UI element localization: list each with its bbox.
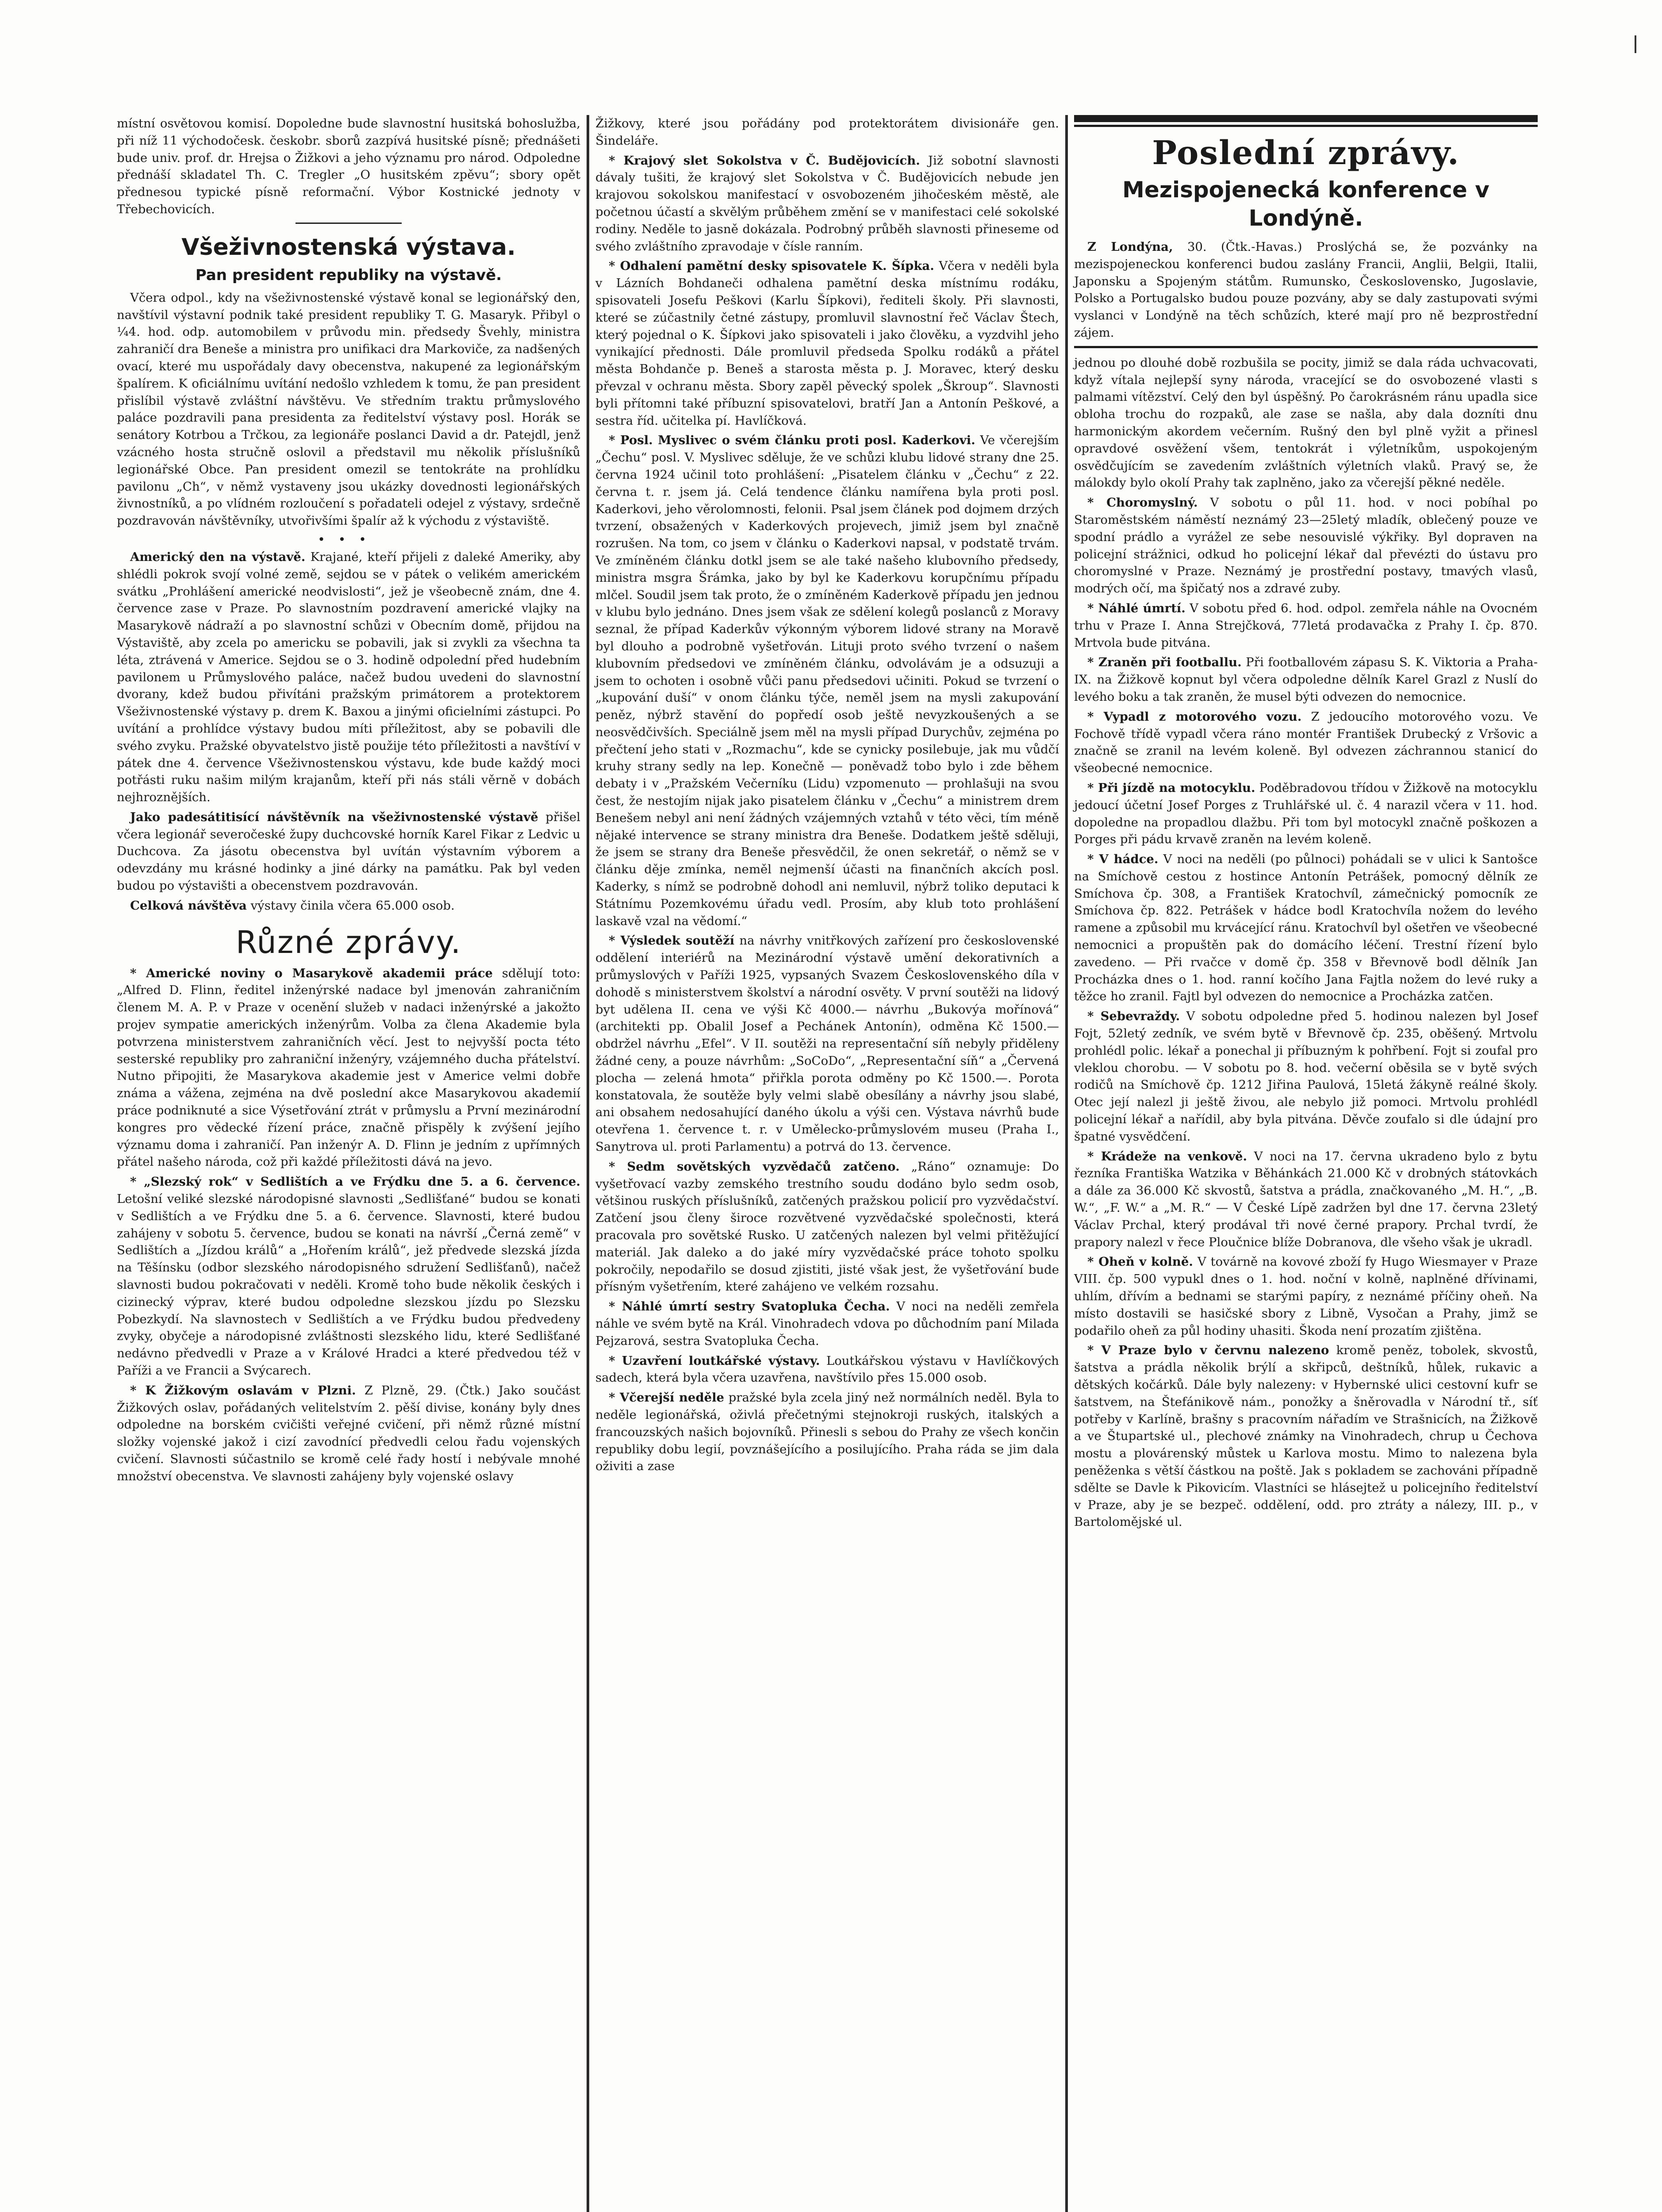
column-3 xyxy=(1068,115,1544,2212)
article-spies: * Sedm sovětských vyzvědačů zatčeno. „Ráno“ oznamuje: Do vyšetřovací vazby zemského trestního soudu dodáno bylo sedm osob, většinou ruských příslušníků, zatčených pražskou policií pro vyzvědačství. Zatčení jsou členy široce rozvětvené vyzvědačské společnosti, která pracovala pro sovětské Rusko. U zatčených nalezen byl velmi přitěžující materiál. Jak daleko a do jaké míry vyzvědačské práce tohoto spolku pokročily, nepodařilo se dosud zjistiti, jisté však jest, že vyšetřování bude přísným vyšetřením, které zahájeno ve velkém rozsahu. xyxy=(595,1159,1059,1294)
article-attendance xyxy=(117,897,580,914)
article-american-day xyxy=(117,549,580,806)
article-quarrel: * V hádce. V noci na neděli (po půlnoci) pohádali se v ulici k Santošce na Smíchově cestou z hostince Antonín Petrášek, pomocný dělník ze Smíchova čp. 308, a František Kratochvíl, zámečnický pomocník ze Smíchova čp. 822. Petrášek v hádce bodl Kratochvíla nožem do levého ramene a způsobil mu krvácející ránu. Kratochvíl byl ošetřen ve všeobecné nemocnici a propuštěn pak do domácího léčení. Trestní řízení bylo zavedeno. — Při rvačce v domě čp. 358 v Břevnově bodl dělník Jan Procházka dnes o 1. hod. ranní kočího Jana Fajtla nožem do levé ruky a těžce ho zranil. Fajtl byl odvezen do nemocnice a Procházka zatčen. xyxy=(1074,852,1538,1004)
article-body: Letošní veliké slezské národopisné slavnosti „Sedlišťané“ budou se konati v Sedlištích a ve Frýdku dne 5. a 6. července. Slavnosti, které budou zahájeny v sobotu 5. července, budou se konati na návrší „Černá země“ v Sedlištích a „Jízdou králů“ a „Hořením králů“, jež předvede slezská jízda na Těšínsku (odbor slezského národopisného sdružení Sedlišťanů), načež slavnosti budou pokračovati v neděli. Kromě toho bude několik českých i cizinecký výprav, které budou odpoledne slezskou jízdu po Slezsku Pobezkydí. Na slavnostech v Sedlištích a ve Frýdku budou předvedeny zvyky, obyčeje a národopisné zvláštnosti slezského lidu, které Sedlišťané nedávno předvedli v Praze a v Králové Hradci a které předvedou též v Paříži a ve Francii a Svýcarech. xyxy=(117,1192,580,1378)
article-head: Krajový slet Sokolstva v Č. Budějovicích. xyxy=(623,153,920,168)
article-body: kromě peněz, tobolek, skvostů, šatstva a prádla několik brýlí a skřipců, deštníků, hůlek, rukavic a dětských kočárků. Dále byly nalezeny: v Hybernské ulici cestovní kufr se šatstvem, na Štefánikově nám., ponožky a šněrovadla v Národní tř., síť potřeby v Karlíně, brašny s pracovním nářadím ve Strašnicích, na Žižkově a ve Štupartské ul., plechové známky na Vinohradech, chrup u Čechova mostu a plovárenský můstek u Karlova mostu. Mimo to nalezena byla peněženka s větší částkou na poště. Jak s pokladem se zachováni případně sdělte se Davle k Pikovicím. Vlastníci se hlásejtež u policejního ředitelství v Praze, aby je se bezpeč. oddělení, odd. pro ztráty a nálezy, III. p., v Bartolomějské ul. xyxy=(1074,1343,1538,1529)
article-head: „Slezský rok“ v Sedlištích a ve Frýdku dne 5. a 6. července. xyxy=(144,1175,580,1189)
article-body: přišel včera legionář severočeské župy duchcovské horník Karel Fikar z Ledvic u Duchcova. Za jásotu obecenstva byl uvítán výstavním výborem a odevzdány mu krásné hodinky a jiné dárky na památku. Pak byl veden budou po výstavišti a obecenstvem pozdravován. xyxy=(117,810,581,893)
article-body: „Ráno“ oznamuje: Do vyšetřovací vazby zemského trestního soudu dodáno bylo sedm osob, většinou ruských příslušníků, zatčených pražskou policií pro vyzvědačství. Zatčení jsou členy široce rozvětvené vyzvědačské společnosti, která pracovala pro sovětské Rusko. U zatčených nalezen byl velmi přitěžující materiál. Jak daleko a do jaké míry vyzvědačské práce tohoto spolku pokročily, nepodařilo se dosud zjistiti, jisté však jest, že vyšetřování bude přísným vyšetřením, které zahájeno ve velkém rozsahu. xyxy=(595,1159,1059,1294)
intro-paragraph: místní osvětovou komisí. Dopoledne bude slavnostní husitská bohoslužba, při níž 11 východočesk. českobr. sborů zazpívá husitské písně; přednášeti bude univ. prof. dr. Hrejsa o Žižkovi a jeho významu pro národ. Odpoledne přednáší skladatel Th. C. Tregler „O husitském zpěvu“; sbory opět přednesou typické písně reformační. Výbor Kostnické jednoty v Třebechovicích. xyxy=(117,116,580,216)
article-head: Z Londýna, xyxy=(1087,240,1173,254)
article-newspapers: * Americké noviny o Masarykově akademii práce sdělují toto: „Alfred D. Flinn, ředitel inženýrské nadace byl jmenován zahraničním členem M. A. P. v Praze v ocenění služeb v nadaci inženýrské a jakožto projev sympatie amerických inženýrům. Volba za člena Akademie byla potvrzena ministerstvem zahraničních věcí. Jest to nejvyšší pocta této sesterské republiky pro zahraniční inženýry, vzájemného ducha přátelství. Nutno připojiti, že Masarykova akademie jest v Americe velmi dobře známa a vážena, zejména na dvě poslední akce Masarykovou akademií práce podniknuté a sice Výsetřování ztrát v průmyslu a První mezinárodní kongres pro vědecké řízení práce, značně přispěly k zvýšení jejího významu doma i zahraničí. Pan inženýr A. D. Flinn je jedním z upřímných přátel našeho národa, což při každé příležitosti dává na jevo. xyxy=(117,966,580,1169)
article-head: Krádeže na venkově. xyxy=(1101,1149,1247,1164)
article-london xyxy=(1074,238,1538,342)
article-insane: * Choromyslný. V sobotu o půl 11. hod. v noci pobíhal po Staroměstském náměstí neznámý 23—25letý mladík, oblečený pouze ve spodní prádlo a vyrážel ze sebe nesouvislé výkřiky. Byl dopraven na policejní strážnici, odkud ho policejní lékař dal převézti do ústavu pro choromyslné v Praze. Neznámý je prostřední postavy, tmavých vlasů, modrých očí, ma špičatý nos a zdravé zuby. xyxy=(1074,495,1538,596)
article-competition: * Výsledek soutěží na návrhy vnitřkových zařízení pro československé oddělení interiérů na Mezinárodní výstavě umění dekorativních a průmyslových v Paříži 1925, vypsaných Svazem Československého díla v dohodě s ministerstvem školství a národní osvěty. V první soutěži na lidový byt udělena II. cena ve výši Kč 4000.— návrhu „Bukovýa mořínová“ (architekti pp. Obalil Josef a Pechánek Antonín), odměna Kč 1500.— obdržel návrhu „Efel“. V II. soutěži na representační síň nebyly přiděleny žádné ceny, a pouze návrhům: „SoCoDo“, „Representační síň“ a „Červená plocha — zelená hmota“ přiřkla porota odměny po Kč 1500.—. Porota konstatovala, že soutěže byly velmi slabě obesílány a návrhy jsou slabé, ani obsahem nedosahující daného úkolu a výši cen. Výstava návrhů bude otevřena 1. července t. r. v Umělecko-průmyslovém museu (Praha I., Sanytrova ul. proti Parlamentu) a potrvá do 13. července. xyxy=(595,933,1059,1154)
article-president-visit: Včera odpol., kdy na všeživnostenské výstavě konal se legionářský den, navštívil výstavní podnik také president republiky T. G. Masaryk. Přibyl o ¼4. hod. odp. automobilem v průvodu min. předsedy Švehly, ministra zahraničí dra Beneše a ministra pro unifikaci dra Markoviče, za nadšených ovací, které mu uspořádaly davy obecenstva, nakupené za legionářským špalírem. K oficiálnímu uvítání nedošlo vzhledem k tomu, že pan president přislíbil výstavě zvláštní návštěvu. Ve středním traktu průmyslového paláce pozdravili pana presidenta za ředitelství výstavy posl. Horák se senátory Kotrbou a Trčkou, za legionáře poslanci David a dr. Patejdl, jenž vzácného hosta stručně oslovil a představil mu několik příslušníků legionářské Obce. Pan president omezil se tentokráte na prohlídku pavilonu „Ch“, v němž vystaveny jsou ukázky dovednosti legionářských živnostníků, a po vlídném rozloučení s pořadateli odejel z výstavy, srdečně pozdravován návštěvníky, utvořivšími špalír až k východu z výstaviště. xyxy=(117,290,580,528)
article-head: Včerejší neděle xyxy=(619,1390,725,1405)
article-myslivec: * Posl. Myslivec o svém článku proti posl. Kaderkovi. Ve včerejším „Čechu“ posl. V. Myslivec sděluje, že ve schůzi klubu lidové strany dne 25. června 1924 učinil toto prohlášení: „Pisatelem článku v „Čechu“ z 22. června t. r. jsem já. Celá tendence článku namířena byla proti posl. Kaderkovi, jeho věrolomnosti, felonii. Psal jsem článek pod dojmem drzých tvrzení, obsažených v Kaderkových projevech, jimiž jsem byl značně rozrušen. Na tom, co jsem v článku o Kaderkovi napsal, v podstatě trvám. Ve zmíněném článku dotkl jsem se ale také našeho klubovního předsedy, ministra msgra Šrámka, jako by byl ke Kaderkovu korupčnímu případu mlčel. Soudil jsem tak proto, že o zmíněném Kaderkově případu jen jednou v klubu bylo jednáno. Dnes jsem však ze sdělení kolegů poslanců z Moravy seznal, že případ Kaderkův výkonným výborem lidové strany na Moravě byl dlouho a podrobně vyšetřován. Lituji proto svého tvrzení o našem klubovním předsedovi ve zmíněném článku, odvolávám je a odsuzuji a jsem to ochoten i osobně vůči panu předsedovi učiniti. Pokud se tvrzení o „kupování duší“ v onom článku týče, neměl jsem na mysli zakupování peněz, nýbrž stavění do popředí osob ještě nevyzkoušených a se neosvědčivších. Speciálně jsem měl na mysli případ Durychův, zejména po přečtení jeho stati v „Rozmachu“, kde se cynicky posilebuje, jak mu vůdčí kruhy strany sedly na lep. Konečně — poněvadž tobo bylo i zde během debaty i v „Pražském Večerníku (Lidu) vzpomenuto — prohlašuji na svou čest, že nestojím nijak jako pisatelem článku v „Čechu“ a ministrem drem Benešem nebyl ani není žádných vzájemných vztahů v této věci, tím méně nějaké intervence se strany ministra dra Beneše. Dodatkem ještě sděluji, že jsem se strany dra Beneše přesvědčil, že onen sekretář, o němž se v článku děje zmínka, neměl nejmenší účasti na finančních akcích posl. Kaderky, s nímž se podrobně dohodl ani nemluvil, nýbrž toliko deputaci k Státnímu Pozemkovému úřadu vedl. Prosím, aby klub toto prohlášení laskavě vzal na vědomí.“ xyxy=(595,433,1059,928)
article-body: Již sobotní slavnosti dávaly tušiti, že krajový slet Sokolstva v Č. Budějovicích nebude jen krajovou sokolskou manifestací v osvobozeném jihočeském městě, ale početnou účastí a skvělým průběhem změní se v manifestaci celé sokolské rodiny. Neděle to jasně dokázala. Podrobný průběh slavnosti přineseme od svého zvláštního zpravodaje v čísle ranním. xyxy=(595,153,1059,253)
article-head: Jako padesátitisící návštěvník na všeživnostenské výstavě xyxy=(130,810,538,824)
columns xyxy=(111,115,1584,2212)
article-cech-death: * Náhlé úmrtí sestry Svatopluka Čecha. V noci na neděli zemřela náhle ve svém bytě na Král. Vinohradech vdova po důchodním paní Milada Pejzarová, sestra Svatopluka Čecha. xyxy=(595,1299,1059,1348)
separator-dots: ••• xyxy=(318,532,380,547)
article-head: Americký den na výstavě. xyxy=(130,549,306,564)
article-body: V noci na neděli zemřela náhle ve svém bytě na Král. Vinohradech vdova po důchodním paní Milada Pejzarová, sestra Svatopluka Čecha. xyxy=(595,1299,1059,1348)
article-body: V továrně na kovové zboží fy Hugo Wiesmayer v Praze VIII. čp. 500 vypukl dnes o 1. hod. noční v kolně, naplněné dřívinami, uhlím, dřívím a bednami se starými papíry, z neznámé příčiny oheň. Na místo dostavili se hasičské sbory z Libně, Vysočan a Prahy, jimž se podařilo oheň za půl hodiny uhasiti. Škoda není prozatím zjištěna. xyxy=(1074,1255,1538,1338)
latest-news-title: Poslední zprávy. xyxy=(1152,134,1460,172)
banner-bottom-bar xyxy=(1074,346,1538,348)
column-1 xyxy=(111,115,587,2212)
article-head: Oheň v kolně. xyxy=(1098,1255,1193,1269)
article-head: Choromyslný. xyxy=(1106,495,1198,510)
article-head: Odhalení pamětní desky spisovatele K. Šípka. xyxy=(620,259,934,273)
section-title-ruzne: Různé zprávy. xyxy=(235,924,462,960)
article-head: Při jízdě na motocyklu. xyxy=(1098,780,1255,795)
article-body: Ve včerejším „Čechu“ posl. V. Myslivec sděluje, že ve schůzi klubu lidové strany dne 25. června 1924 učinil toto prohlášení: „Pisatelem článku v „Čechu“ z 22. června t. r. jsem já. Celá tendence článku namířena byla proti posl. Kaderkovi, jeho věrolomnosti, felonii. Psal jsem článek pod dojmem drzých tvrzení, obsažených v Kaderkových projevech, jimiž jsem byl značně rozrušen. Na tom, co jsem v článku o Kaderkovi napsal, v podstatě trvám. Ve zmíněném článku dotkl jsem se ale také našeho klubovního předsedy, ministra msgra Šrámka, jako by byl ke Kaderkovu korupčnímu případu mlčel. Soudil jsem tak proto, že o zmíněném Kaderkově případu jen jednou v klubu bylo jednáno. Dnes jsem však ze sdělení kolegů poslanců z Moravy seznal, že případ Kaderkův výkonným výborem lidové strany na Moravě byl dlouho a podrobně vyšetřován. Lituji proto svého tvrzení o našem klubovním předsedovi ve zmíněném článku, odvolávám je a odsuzuji a jsem to ochoten i osobně vůči panu předsedovi učiniti. Pokud se tvrzení o „kupování duší“ v onom článku týče, neměl jsem na mysli zakupování peněz, nýbrž stavění do popředí osob ještě nevyzkoušených a se neosvědčivších. Speciálně jsem měl na mysli případ Durychův, zejména po přečtení jeho stati v „Rozmachu“, kde se cynicky posilebuje, jak mu vůdčí kruhy strany sedly na lep. Konečně — poněvadž tobo bylo i zde během debaty i v „Pražském Večerníku (Lidu) vzpomenuto — prohlašuji na svou čest, že nestojím nijak jako pisatelem článku v „Čechu“ a ministrem drem Benešem nebyl ani není žádných vzájemných vztahů v této věci, tím méně nějaké intervence se strany ministra dra Beneše. Dodatkem ještě sděluji, že jsem se strany dra Beneše přesvědčil, že onen sekretář, o němž se v článku děje zmínka, neměl nejmenší účasti na finančních akcích posl. Kaderky, s nímž se podrobně dohodl ani nemluvil, nýbrž toliko deputaci k Státnímu Pozemkovému úřadu vedl. Prosím, aby klub toto prohlášení laskavě vzal na vědomí.“ xyxy=(595,433,1059,928)
edge-mark xyxy=(1635,35,1636,53)
article-body: Při footballovém zápasu S. K. Viktoria a Praha-IX. na Žižkově kopnut byl včera odpoledne dělník Karel Grazl z Nuslí do levého boku a tak zraněn, že musel býti odvezen do nemocnice. xyxy=(1074,655,1538,704)
article-head: Náhlé úmrtí sestry Svatopluka Čecha. xyxy=(622,1299,890,1314)
article-sokol: * Krajový slet Sokolstva v Č. Budějovicích. Již sobotní slavnosti dávaly tušiti, že krajový slet Sokolstva v Č. Budějovicích nebude jen krajovou sokolskou manifestací v osvobozeném jihočeském městě, ale početnou účastí a skvělým průběhem změní se v manifestaci celé sokolské rodiny. Neděle to jasně dokázala. Podrobný průběh slavnosti přineseme od svého zvláštního zpravodaje v čísle ranním. xyxy=(595,153,1059,253)
article-puppet: * Uzavření loutkářské výstavy. Loutkářskou výstavu v Havlíčkových sadech, která byla včera uzavřena, navštívilo přes 15.000 osob. xyxy=(595,1353,1059,1385)
article-silesian-year: * „Slezský rok“ v Sedlištích a ve Frýdku dne 5. a 6. července. Letošní veliké slezské národopisné slavnosti „Sedlišťané“ budou se konati v Sedlištích a ve Frýdku dne 5. a 6. července. Slavnosti, které budou zahájeny v sobotu 5. července, budou se konati na návrší „Černá země“ v Sedlištích a „Jízdou králů“ a „Hořením králů“, jež předvede slezská jízda na Těšínsku (odbor slezského národopisného sdružení Sedlišťanů), načež slavnosti budou pokračovati v neděli. Kromě toho bude několik českých i cizinecký výprav, které budou odpoledne slezskou jízdu po Slezsku Pobezkydí. Na slavnostech v Sedlištích a ve Frýdku budou předvedeny zvyky, obyčeje a národopisné zvláštnosti slezského lidu, které Sedlišťané nedávno předvedli v Praze a v Králové Hradci a které předvedou též v Paříži a ve Francii a Svýcarech. xyxy=(117,1175,580,1378)
article-head: Sedm sovětských vyzvědačů zatčeno. xyxy=(627,1159,900,1174)
article-football: * Zraněn při footballu. Při footballovém zápasu S. K. Viktoria a Praha-IX. na Žižkově kopnut byl včera odpoledne dělník Karel Grazl z Nuslí do levého boku a tak zraněn, že musel býti odvezen do nemocnice. xyxy=(1074,655,1538,704)
section-title-vystava: Všeživnostenská výstava. xyxy=(181,234,516,261)
article-plaque: * Odhalení pamětní desky spisovatele K. Šípka. Včera v neděli byla v Lázních Bohdaneči odhalena pamětní deska místnímu rodáku, spisovateli Josefu Peškovi (Karlu Šípkovi), řediteli školy. Při slavnosti, které se zúčastnily četné zástupy, promluvil slavnostní řeč Václav Štech, který pojednal o K. Šípkovi jako spisovateli i jako člověku, a vyzdvihl jeho vynikající přednosti. Dále promluvil předseda Spolku rodáků a přátel města Bohdanče p. Beneš a starosta města p. J. Moravec, který desku převzal v ochranu města. Sbory zapěl pěvecký spolek „Škroup“. Slavnosti byli přítomni také příbuzní spisovatelovi, bratří Jan a Antonín Peškové, a sestra říd. učitelka pí. Havlíčková. xyxy=(595,259,1059,428)
article-head: V hádce. xyxy=(1099,852,1159,867)
article-lost-found: * V Praze bylo v červnu nalezeno kromě peněz, tobolek, skvostů, šatstva a prádla několik brýlí a skřipců, deštníků, hůlek, rukavic a dětských kočárků. Dále byly nalezeny: v Hybernské ulici cestovní kufr se šatstvem, na Štefánikově nám., ponožky a šněrovadla v Národní tř., síť potřeby v Karlíně, brašny s pracovním nářadím ve Strašnicích, na Žižkově a ve Štupartské ul., plechové známky na Vinohradech, chrup u Čechova mostu a plovárenský můstek u Karlova mostu. Mimo to nalezena byla peněženka s větší částkou na poště. Jak s pokladem se zachováni případně sdělte se Davle k Pikovicím. Vlastníci se hlásejtež u policejního ředitelství v Praze, aby je se bezpeč. oddělení, odd. pro ztráty a nálezy, III. p., v Bartolomějské ul. xyxy=(1074,1343,1538,1529)
article-head: Uzavření loutkářské výstavy. xyxy=(622,1353,820,1368)
continued-paragraph: jednou po dlouhé době rozbušila se pocity, jimiž se dala ráda uchvacovati, když vítala nejlepší syny národa, vracející se do osvobozené vlasti s palmami vítězství. Celý den byl úspěšný. Po čarokrásném ránu upadla sice obloha trochu do rozpaků, ale zase se našla, aby dala dozníti dnu harmonickým akordem večerním. Rušný den byl plně vyžit a přinesl opravdové osvěžení všem, tentokrát i výletníkům, uspokojeným osvědčujícím se zavedením zvláštních výletních vlaků. Pravý se, že málokdy bylo okolí Prahy tak zaplněno, jako za včerejší pěkné neděle. xyxy=(1074,355,1538,490)
article-head: K Žižkovým oslavám v Plzni. xyxy=(145,1383,356,1398)
article-body: Krajané, kteří přijeli z daleké Ameriky, aby shlédli pokrok svojí volné země, sejdou se v pátek o velikém americkém svátku „Prohlášení americké neodvislosti“, jež je všeobecně znám, dne 4. července zase v Praze. Po slavnostním pozdravení americké vlajky na Masarykově nádraží a po slavnostní schůzi v Obecním domě, přijdou na Výstaviště, aby zcela po americku se pobavili, jak si zvykli za všechna ta léta, ztrávená v Americe. Sejdou se o 3. hodině odpolední před hudebním pavilonem u Průmyslového paláce, načež budou uvedeni do slavnostní dvorany, kdež budou přivítáni pražským primátorem a protektorem Všeživnostenské výstavy p. drem K. Baxou a jinými oficielními zástupci. Po uvítání a prohlídce výstavy budou míti příležitost, aby se pobavili dle svého zvyku. Pražské obyvatelstvo jistě použije této příležitosti a navštíví v pátek dne 4. července Všeživnostenskou výstavu, kde bude každý moci potřásti ruku našim milým krajanům, kteří při nás stáli věrně v dobách nejhroznějších. xyxy=(117,549,580,805)
subtitle-president: Pan president republiky na výstavě. xyxy=(195,266,502,284)
article-tram: * Vypadl z motorového vozu. Z jedoucího motorového vozu. Ve Fochově třídě vypadl včera ráno montér František Drubecký z Vršovic a značně se zranil na levém koleně. Byl odvezen záchrannou stanicí do všeobecné nemocnice. xyxy=(1074,709,1538,776)
article-head: Posl. Myslivec o svém článku proti posl. Kaderkovi. xyxy=(620,433,975,448)
article-head: Vypadl z motorového vozu. xyxy=(1103,709,1302,724)
banner-top-bar xyxy=(1074,115,1538,122)
article-body: Poděbradovou třídou v Žižkově na motocyklu jedoucí účetní Josef Porges z Truhlářské ul. č. 4 narazil včera v 11. hod. dopoledne na propadlou dlažbu. Při tom byl motocykl značně poškozen a Porges při pádu krvavě zraněn na levém koleně. xyxy=(1074,780,1538,847)
article-suicides: * Sebevraždy. V sobotu odpoledne před 5. hodinou nalezen byl Josef Fojt, 52letý zedník, ve svém bytě v Břevnově čp. 235, oběšený. Mrtvolu prohlédl polic. lékař a ponechal ji příbuzným k pohřbení. Fojt si zoufal pro vleklou chorobu. — V sobotu po 8. hod. večerní oběsila se v bytě svých rodičů na Smíchově čp. 1212 Jiřina Paulová, 15letá žákyně reálné školy. Otec její nalezl ji ještě živou, ale nebylo již pomoci. Mrtvolu prohlédl policejní lékař a nařídil, aby byla pitvána. Děvče zoufalo si dle údajní pro špatné vysvědčení. xyxy=(1074,1009,1538,1144)
article-head: Zraněn při footballu. xyxy=(1098,655,1242,670)
article-body: sdělují toto: „Alfred D. Flinn, ředitel inženýrské nadace byl jmenován zahraničním členem M. A. P. v Praze v ocenění služeb v nadaci inženýrské a jakožto projev sympatie amerických inženýrům. Volba za člena Akademie byla potvrzena ministerstvem zahraničních věcí. Jest to nejvyšší pocta této sesterské republiky pro zahraniční inženýry, vzájemného ducha přátelství. Nutno připojiti, že Masarykova akademie jest v Americe velmi dobře známa a vážena, zejména na dvě poslední akce Masarykovou akademií práce podniknuté a sice Výsetřování ztrát v průmyslu a První mezinárodní kongres pro vědecké řízení práce, značně přispěly k zvýšení jejího významu doma i zahraničí. Pan inženýr A. D. Flinn je jedním z upřímných přátel našeho národa, což při každé příležitosti dává na jevo. xyxy=(117,966,580,1169)
article-body: V sobotu o půl 11. hod. v noci pobíhal po Staroměstském náměstí neznámý 23—25letý mladík, oblečený pouze ve spodní prádlo a vyrážel ze sebe nesouvislé výkřiky. Byl dopraven na policejní strážnici, odkud ho policejní lékař dal převézti do ústavu pro choromyslné v Praze. Neznámý je prostřední postavy, tmavých vlasů, modrých očí, ma špičatý nos a zdravé zuby. xyxy=(1074,495,1538,596)
article-body: Z Plzně, 29. (Čtk.) Jako součást Žižkových oslav, pořádaných velitelstvím 2. pěší divise, konány byly dnes odpoledne na borském cvičišti veřejné cvičení, při němž různé místní složky vojenské jakož i cizí zavodnící předvedli celou řadu vojenských cvičení. Slavnosti súčastnilo se kromě celé řady hostí i nebývale mnohé množství obecenstva. Ve slavnosti zahájeny byly vojenské oslavy xyxy=(117,1383,580,1483)
article-body: V sobotu před 6. hod. odpol. zemřela náhle na Ovocném trhu v Praze I. Anna Strejčková, 77letá prodavačka z Prahy I. čp. 870. Mrtvola bude pitvána. xyxy=(1074,601,1538,650)
banner-top-bar-thin xyxy=(1074,125,1538,127)
section-divider xyxy=(296,223,402,224)
conference-subtitle: Mezispojenecká konference v Londýně. xyxy=(1122,177,1489,231)
article-sudden-death: * Náhlé úmrtí. V sobotu před 6. hod. odpol. zemřela náhle na Ovocném trhu v Praze I. Anna Strejčková, 77letá prodavačka z Prahy I. čp. 870. Mrtvola bude pitvána. xyxy=(1074,601,1538,650)
article-head: Celková návštěva xyxy=(130,898,247,913)
article-body: výstavy činila včera 65.000 osob. xyxy=(246,898,455,913)
article-body: Včera v neděli byla v Lázních Bohdaneči odhalena pamětní deska místnímu rodáku, spisovateli Josefu Peškovi (Karlu Šípkovi), řediteli školy. Při slavnosti, které se zúčastnily četné zástupy, promluvil slavnostní řeč Václav Štech, který pojednal o K. Šípkovi jako spisovateli i jako člověku, a vyzdvihl jeho vynikající přednosti. Dále promluvil předseda Spolku rodáků a přátel města Bohdanče p. Beneš a starosta města p. J. Moravec, který desku převzal v ochranu města. Sbory zapěl pěvecký spolek „Škroup“. Slavnosti byli přítomni také příbuzní spisovatelovi, bratří Jan a Antonín Peškové, a sestra říd. učitelka pí. Havlíčková. xyxy=(595,259,1059,428)
article-body: 30. (Čtk.-Havas.) Proslýchá se, že pozvánky na mezispojeneckou konferenci budou zaslány Francii, Anglii, Belgii, Italii, Japonsku a Spojeným státům. Rumunsko, Československo, Jugoslavie, Polsko a Portugalsko budou pouze pozvány, aby se daly zastupovati svými vyslanci v Londýně na těch schůzích, které mají pro ně bezprostřední zájem. xyxy=(1074,240,1538,340)
article-thefts: * Krádeže na venkově. V noci na 17. června ukradeno bylo z bytu řezníka Františka Watzika v Běhánkách 21.000 Kč v drobných státovkách a dále za 36.000 Kč skvostů, šatstva a prádla, značkovaného „M. H.“, „B. W.“, „F. W.“ a „M. R.“ — V České Lípě zadržen byl dne 17. června 23letý Václav Prchal, který prodával tři nové černé prapory. Prchal tvrdí, že prapory nalezl v řece Ploučnice blíže Dobranova, dle všeho však je ukradl. xyxy=(1074,1149,1538,1249)
article-body: na návrhy vnitřkových zařízení pro československé oddělení interiérů na Mezinárodní výstavě umění dekorativních a průmyslových v Paříži 1925, vypsaných Svazem Československého díla v dohodě s ministerstvem školství a národní osvěty. V první soutěži na lidový byt udělena II. cena ve výši Kč 4000.— návrhu „Bukovýa mořínová“ (architekti pp. Obalil Josef a Pechánek Antonín), odměna Kč 1500.— obdržel návrhu „Efel“. V II. soutěži na representační síň nebyly přiděleny žádné ceny, a pouze návrhům: „SoCoDo“, „Representační síň“ a „Červená plocha — zelená hmota“ přiřkla porota odměny po Kč 1500.—. Porota konstatovala, že soutěže byly velmi slabě obesílány a návrhy jsou slabé, ani obsahem nedosahující daného úkolu a výši cen. Výstava návrhů bude otevřena 1. července t. r. v Umělecko-průmyslovém museu (Praha I., Sanytrova ul. proti Parlamentu) a potrvá do 13. července. xyxy=(595,933,1059,1154)
article-head: Sebevraždy. xyxy=(1100,1009,1180,1024)
article-head: Americké noviny o Masarykově akademii práce xyxy=(146,966,493,980)
article-body: V sobotu odpoledne před 5. hodinou nalezen byl Josef Fojt, 52letý zedník, ve svém bytě v Břevnově čp. 235, oběšený. Mrtvolu prohlédl polic. lékař a ponechal ji příbuzným k pohřbení. Fojt si zoufal pro vleklou chorobu. — V sobotu po 8. hod. večerní oběsila se v bytě svých rodičů na Smíchově čp. 1212 Jiřina Paulová, 15letá žákyně reálné školy. Otec její nalezl ji ještě živou, ale nebylo již pomoci. Mrtvolu prohlédl policejní lékař a nařídil, aby byla pitvána. Děvče zoufalo si dle údajní pro špatné vysvědčení. xyxy=(1074,1009,1538,1144)
article-sunday: * Včerejší neděle pražské byla zcela jiný než normálních neděl. Byla to neděle legionářská, oživlá přečetnými stejnokroji ruských, italských a francouzských našich bojovníků. Přinesli s sebou do Prahy ze všech končin republiky dobu legií, povznášejícího a posilujícího. Praha ráda se jim dala oživiti a zase xyxy=(595,1390,1059,1474)
article-head: V Praze bylo v červnu nalezeno xyxy=(1101,1343,1329,1358)
column-2 xyxy=(589,115,1065,2212)
article-jubilant xyxy=(117,809,580,895)
continued-paragraph: Žižkovy, které jsou pořádány pod protektorátem divisionáře gen. Šindeláře. xyxy=(595,116,1059,148)
article-head: Náhlé úmrtí. xyxy=(1098,601,1186,615)
article-fire: * Oheň v kolně. V továrně na kovové zboží fy Hugo Wiesmayer v Praze VIII. čp. 500 vypukl dnes o 1. hod. noční v kolně, naplněné dřívinami, uhlím, dřívím a bednami se starými papíry, z neznámé příčiny oheň. Na místo dostavili se hasičské sbory z Libně, Vysočan a Prahy, jimž se podařilo oheň za půl hodiny uhasiti. Škoda není prozatím zjištěna. xyxy=(1074,1255,1538,1338)
article-body: Z jedoucího motorového vozu. Ve Fochově třídě vypadl včera ráno montér František Drubecký z Vršovic a značně se zranil na levém koleně. Byl odvezen záchrannou stanicí do všeobecné nemocnice. xyxy=(1074,709,1538,776)
article-body: V noci na neděli (po půlnoci) pohádali se v ulici k Santošce na Smíchově cestou z hostince Antonín Petrášek, pomocný dělník ze Smíchova čp. 308, a František Kratochvíl, zámečnický pomocník ze Smíchova čp. 822. Petrášek v hádce bodl Kratochvíla nožem do levého ramene a způsobil mu krvácející ránu. Kratochvíl byl ošetřen ve všeobecné nemocnici a propuštěn pak do domácího léčení. Trestní řízení bylo zavedeno. — Při rvačce v domě čp. 358 v Břevnově bodl dělník Jan Procházka dnes o 1. hod. ranní kočího Jana Fajtla nožem do levé ruky a těžce ho zranil. Fajtl byl odvezen do nemocnice a Procházka zatčen. xyxy=(1074,852,1538,1004)
article-body: Loutkářskou výstavu v Havlíčkových sadech, která byla včera uzavřena, navštívilo přes 15.000 osob. xyxy=(595,1353,1059,1385)
article-body: pražské byla zcela jiný než normálních neděl. Byla to neděle legionářská, oživlá přečetnými stejnokroji ruských, italských a francouzských našich bojovníků. Přinesli s sebou do Prahy ze všech končin republiky dobu legií, povznášejícího a posilujícího. Praha ráda se jim dala oživiti a zase xyxy=(595,1390,1059,1474)
article-head: Výsledek soutěží xyxy=(620,933,735,948)
article-body: V noci na 17. června ukradeno bylo z bytu řezníka Františka Watzika v Běhánkách 21.000 Kč v drobných státovkách a dále za 36.000 Kč skvostů, šatstva a prádla, značkovaného „M. H.“, „B. W.“, „F. W.“ a „M. R.“ — V České Lípě zadržen byl dne 17. června 23letý Václav Prchal, který prodával tři nové černé prapory. Prchal tvrdí, že prapory nalezl v řece Ploučnice blíže Dobranova, dle všeho však je ukradl. xyxy=(1074,1149,1538,1249)
article-plzen: * K Žižkovým oslavám v Plzni. Z Plzně, 29. (Čtk.) Jako součást Žižkových oslav, pořádaných velitelstvím 2. pěší divise, konány byly dnes odpoledne na borském cvičišti veřejné cvičení, při němž různé místní složky vojenské jakož i cizí zavodnící předvedli celou řadu vojenských cvičení. Slavnosti súčastnilo se kromě celé řady hostí i nebývale mnohé množství obecenstva. Ve slavnosti zahájeny byly vojenské oslavy xyxy=(117,1383,580,1483)
article-motorcycle: * Při jízdě na motocyklu. Poděbradovou třídou v Žižkově na motocyklu jedoucí účetní Josef Porges z Truhlářské ul. č. 4 narazil včera v 11. hod. dopoledne na propadlou dlažbu. Při tom byl motocykl značně poškozen a Porges při pádu krvavě zraněn na levém koleně. xyxy=(1074,780,1538,847)
